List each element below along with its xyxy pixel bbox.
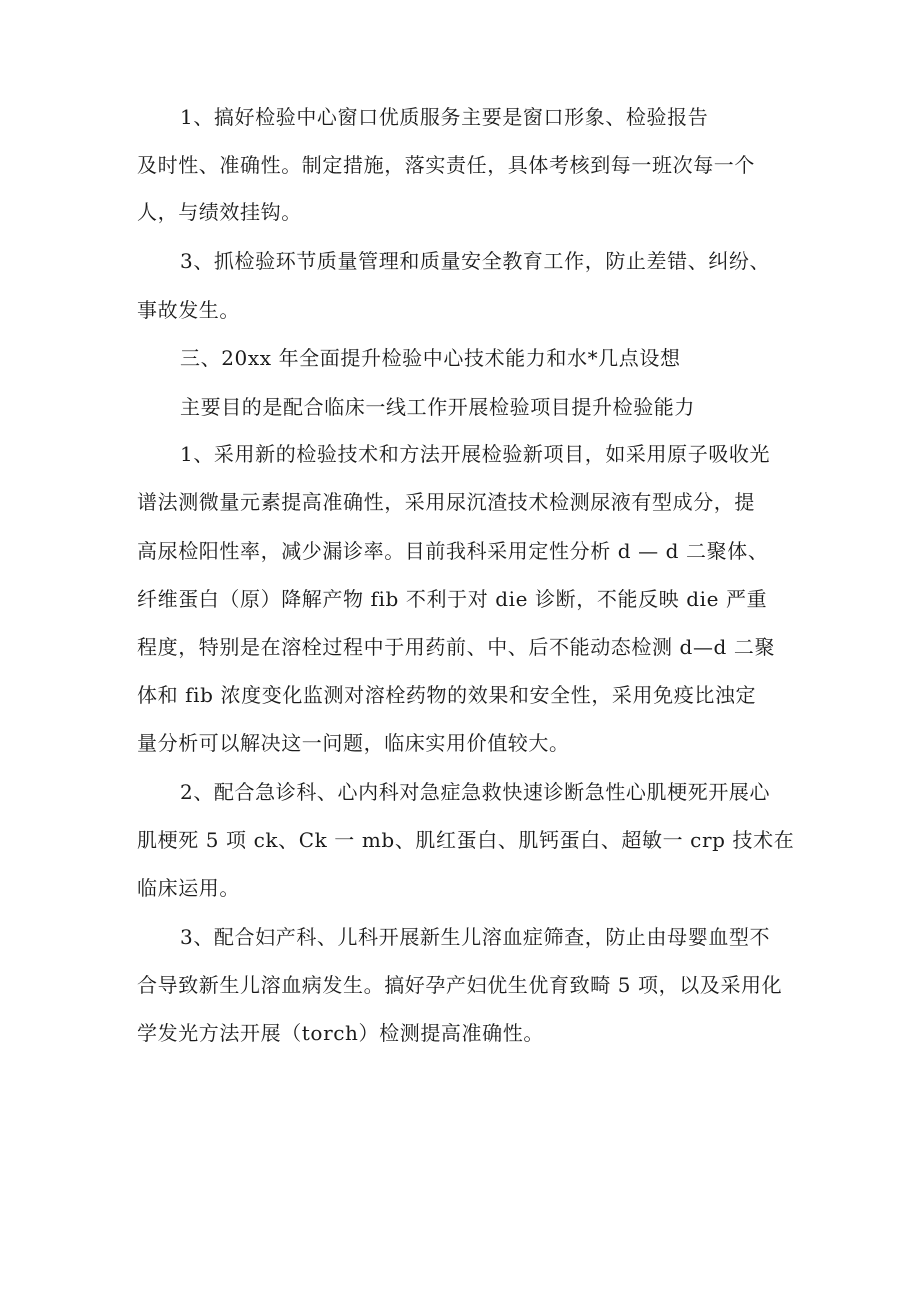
paragraph-6-line-3: 临床运用。 [137,876,240,900]
paragraph-1-line-2: 及时性、准确性。制定措施，落实责任，具体考核到每一班次每一个 [137,153,755,177]
paragraph-5-line-4: 纤维蛋白（原）降解产物 fib 不利于对 die 诊断，不能反映 die 严重 [137,587,768,611]
section-heading: 三、20xx 年全面提升检验中心技术能力和水*几点设想 [180,346,681,370]
paragraph-5-line-7: 量分析可以解决这一问题，临床实用价值较大。 [137,731,570,755]
paragraph-1-line-3: 人，与绩效挂钩。 [137,200,302,224]
paragraph-5-line-2: 谱法测微量元素提高准确性，采用尿沉渣技术检测尿液有型成分，提 [137,490,755,514]
paragraph-5-line-3: 高尿检阳性率，减少漏诊率。目前我科采用定性分析 d — d 二聚体、 [137,539,769,563]
paragraph-5-line-1: 1、采用新的检验技术和方法开展检验新项目，如采用原子吸收光 [180,442,771,466]
paragraph-1-line-1: 1、搞好检验中心窗口优质服务主要是窗口形象、检验报告 [180,105,709,129]
paragraph-2-line-1: 3、抓检验环节质量管理和质量安全教育工作，防止差错、纠纷、 [180,249,771,273]
paragraph-6-line-1: 2、配合急诊科、心内科对急症急救快速诊断急性心肌梗死开展心 [180,780,771,804]
purpose-line: 主要目的是配合临床一线工作开展检验项目提升检验能力 [180,395,695,419]
paragraph-7-line-3: 学发光方法开展（torch）检测提高准确性。 [137,1021,544,1045]
paragraph-6-line-2: 肌梗死 5 项 ck、Ck 一 mb、肌红蛋白、肌钙蛋白、超敏一 crp 技术在 [137,828,795,852]
paragraph-5-line-5: 程度，特别是在溶栓过程中于用药前、中、后不能动态检测 d—d 二聚 [137,635,776,659]
paragraph-5-line-6: 体和 fib 浓度变化监测对溶栓药物的效果和安全性，采用免疫比浊定 [137,683,757,707]
paragraph-7-line-2: 合导致新生儿溶血病发生。搞好孕产妇优生优育致畸 5 项，以及采用化 [137,973,783,997]
paragraph-7-line-1: 3、配合妇产科、儿科开展新生儿溶血症筛查，防止由母婴血型不 [180,925,771,949]
paragraph-2-line-2: 事故发生。 [137,298,240,322]
